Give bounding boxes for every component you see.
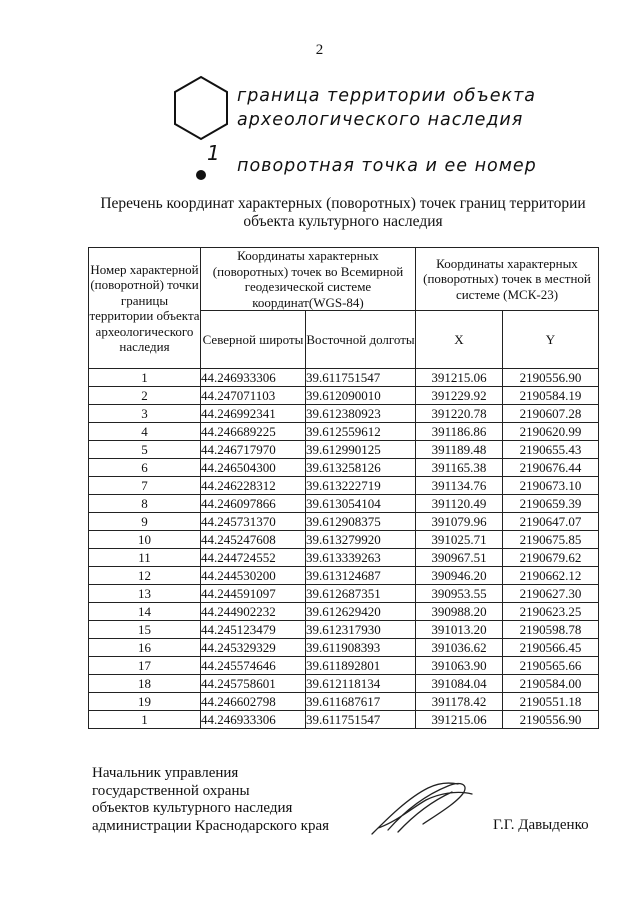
x-cell: 390967.51 — [416, 549, 503, 567]
point-number-cell: 4 — [89, 423, 201, 441]
point-number-cell: 3 — [89, 405, 201, 423]
point-number-cell: 7 — [89, 477, 201, 495]
latitude-cell: 44.244530200 — [201, 567, 306, 585]
longitude-cell: 39.612317930 — [306, 621, 416, 639]
table-row — [89, 369, 599, 387]
longitude-cell: 39.613124687 — [306, 567, 416, 585]
x-cell: 391189.48 — [416, 441, 503, 459]
latitude-cell: 44.245758601 — [201, 675, 306, 693]
latitude-cell: 44.244724552 — [201, 549, 306, 567]
title-line1: Перечень координат характерных (поворотных) точек границ территории — [100, 195, 586, 212]
y-cell: 2190566.45 — [503, 639, 599, 657]
handwritten-signature — [368, 778, 478, 838]
table-row — [89, 387, 599, 405]
x-cell: 391229.92 — [416, 387, 503, 405]
longitude-cell: 39.612687351 — [306, 585, 416, 603]
x-cell: 391120.49 — [416, 495, 503, 513]
latitude-cell: 44.246602798 — [201, 693, 306, 711]
point-number-cell: 15 — [89, 621, 201, 639]
y-cell: 2190565.66 — [503, 657, 599, 675]
longitude-cell: 39.611687617 — [306, 693, 416, 711]
x-cell: 391063.90 — [416, 657, 503, 675]
y-cell: 2190620.99 — [503, 423, 599, 441]
table-row — [89, 477, 599, 495]
point-number-cell: 19 — [89, 693, 201, 711]
point-number-cell: 6 — [89, 459, 201, 477]
longitude-cell: 39.612559612 — [306, 423, 416, 441]
x-cell: 391025.71 — [416, 531, 503, 549]
x-cell: 391165.38 — [416, 459, 503, 477]
x-cell: 390953.55 — [416, 585, 503, 603]
y-header: Y — [503, 311, 599, 369]
hexagon-boundary-icon — [173, 75, 229, 141]
y-cell: 2190556.90 — [503, 711, 599, 729]
table-row — [89, 567, 599, 585]
table-row — [89, 603, 599, 621]
signer-name: Г.Г. Давыденко — [493, 817, 589, 833]
signer-line2: государственной охраны — [92, 782, 250, 799]
y-cell: 2190659.39 — [503, 495, 599, 513]
point-number-cell: 1 — [89, 369, 201, 387]
y-cell: 2190627.30 — [503, 585, 599, 603]
latitude-header: Северной широты — [201, 311, 306, 369]
latitude-cell: 44.245123479 — [201, 621, 306, 639]
msk23-group-header: Координаты характерных (поворотных) точек в местной системе (МСК-23) — [416, 248, 599, 311]
table-row — [89, 405, 599, 423]
legend-boundary-line2: археологического наследия — [237, 110, 524, 130]
x-header: X — [416, 311, 503, 369]
point-number-cell: 8 — [89, 495, 201, 513]
point-number-cell: 11 — [89, 549, 201, 567]
latitude-cell: 44.246504300 — [201, 459, 306, 477]
document-title — [88, 195, 598, 231]
table-row — [89, 639, 599, 657]
x-cell: 391186.86 — [416, 423, 503, 441]
longitude-cell: 39.612629420 — [306, 603, 416, 621]
table-row — [89, 711, 599, 729]
legend-boundary-line1: граница территории объекта — [237, 86, 537, 106]
longitude-cell: 39.611892801 — [306, 657, 416, 675]
table-row — [89, 621, 599, 639]
point-number-cell: 14 — [89, 603, 201, 621]
latitude-cell: 44.245731370 — [201, 513, 306, 531]
col-point-number-header: Номер характерной (поворотной) точки границы территории объекта археологического наследия — [89, 248, 201, 369]
table-row — [89, 585, 599, 603]
coordinates-table — [88, 247, 599, 729]
table-row — [89, 693, 599, 711]
table-row — [89, 459, 599, 477]
y-cell: 2190584.00 — [503, 675, 599, 693]
page-number: 2 — [315, 42, 324, 58]
wgs84-group-header: Координаты характерных (поворотных) точек во Всемирной геодезической системе координат(WGS-84) — [201, 248, 416, 311]
point-marker-icon — [196, 170, 206, 180]
longitude-cell: 39.612908375 — [306, 513, 416, 531]
latitude-cell: 44.245329329 — [201, 639, 306, 657]
table-row — [89, 513, 599, 531]
longitude-cell: 39.612090010 — [306, 387, 416, 405]
point-number-cell: 16 — [89, 639, 201, 657]
signer-position — [92, 765, 352, 835]
x-cell: 390946.20 — [416, 567, 503, 585]
longitude-cell: 39.611751547 — [306, 711, 416, 729]
longitude-cell: 39.611751547 — [306, 369, 416, 387]
table-row — [89, 549, 599, 567]
table-row — [89, 675, 599, 693]
longitude-header: Восточной долготы — [306, 311, 416, 369]
latitude-cell: 44.245574646 — [201, 657, 306, 675]
point-number-cell: 10 — [89, 531, 201, 549]
latitude-cell: 44.246097866 — [201, 495, 306, 513]
longitude-cell: 39.613339263 — [306, 549, 416, 567]
point-number-cell: 9 — [89, 513, 201, 531]
longitude-cell: 39.611908393 — [306, 639, 416, 657]
x-cell: 391013.20 — [416, 621, 503, 639]
y-cell: 2190673.10 — [503, 477, 599, 495]
x-cell: 391178.42 — [416, 693, 503, 711]
y-cell: 2190647.07 — [503, 513, 599, 531]
point-number-cell: 13 — [89, 585, 201, 603]
point-number-cell: 12 — [89, 567, 201, 585]
table-row — [89, 531, 599, 549]
y-cell: 2190551.18 — [503, 693, 599, 711]
table-row — [89, 657, 599, 675]
x-cell: 391036.62 — [416, 639, 503, 657]
y-cell: 2190655.43 — [503, 441, 599, 459]
coordinates-table-body — [89, 369, 599, 729]
latitude-cell: 44.246933306 — [201, 711, 306, 729]
y-cell: 2190662.12 — [503, 567, 599, 585]
legend-point-text: поворотная точка и ее номер — [237, 156, 537, 176]
point-number-cell: 17 — [89, 657, 201, 675]
latitude-cell: 44.244591097 — [201, 585, 306, 603]
point-number-cell: 2 — [89, 387, 201, 405]
longitude-cell: 39.612118134 — [306, 675, 416, 693]
x-cell: 391084.04 — [416, 675, 503, 693]
signer-line1: Начальник управления — [92, 765, 239, 781]
table-row — [89, 495, 599, 513]
y-cell: 2190584.19 — [503, 387, 599, 405]
point-number-cell: 5 — [89, 441, 201, 459]
y-cell: 2190675.85 — [503, 531, 599, 549]
latitude-cell: 44.246933306 — [201, 369, 306, 387]
latitude-cell: 44.247071103 — [201, 387, 306, 405]
longitude-cell: 39.612380923 — [306, 405, 416, 423]
latitude-cell: 44.245247608 — [201, 531, 306, 549]
latitude-cell: 44.246228312 — [201, 477, 306, 495]
x-cell: 391215.06 — [416, 369, 503, 387]
x-cell: 391134.76 — [416, 477, 503, 495]
y-cell: 2190676.44 — [503, 459, 599, 477]
x-cell: 390988.20 — [416, 603, 503, 621]
y-cell: 2190623.25 — [503, 603, 599, 621]
y-cell: 2190598.78 — [503, 621, 599, 639]
longitude-cell: 39.613222719 — [306, 477, 416, 495]
longitude-cell: 39.613279920 — [306, 531, 416, 549]
signer-line3: объектов культурного наследия — [92, 800, 293, 816]
table-row — [89, 441, 599, 459]
longitude-cell: 39.613054104 — [306, 495, 416, 513]
x-cell: 391215.06 — [416, 711, 503, 729]
y-cell: 2190679.62 — [503, 549, 599, 567]
y-cell: 2190607.28 — [503, 405, 599, 423]
point-number-cell: 18 — [89, 675, 201, 693]
title-line2: объекта культурного наследия — [243, 213, 443, 230]
latitude-cell: 44.246689225 — [201, 423, 306, 441]
latitude-cell: 44.244902232 — [201, 603, 306, 621]
point-number-cell: 1 — [89, 711, 201, 729]
x-cell: 391079.96 — [416, 513, 503, 531]
x-cell: 391220.78 — [416, 405, 503, 423]
longitude-cell: 39.613258126 — [306, 459, 416, 477]
legend-point-number: 1 — [207, 141, 220, 165]
signer-line4: администрации Краснодарского края — [92, 817, 330, 834]
y-cell: 2190556.90 — [503, 369, 599, 387]
longitude-cell: 39.612990125 — [306, 441, 416, 459]
latitude-cell: 44.246992341 — [201, 405, 306, 423]
table-row — [89, 423, 599, 441]
latitude-cell: 44.246717970 — [201, 441, 306, 459]
